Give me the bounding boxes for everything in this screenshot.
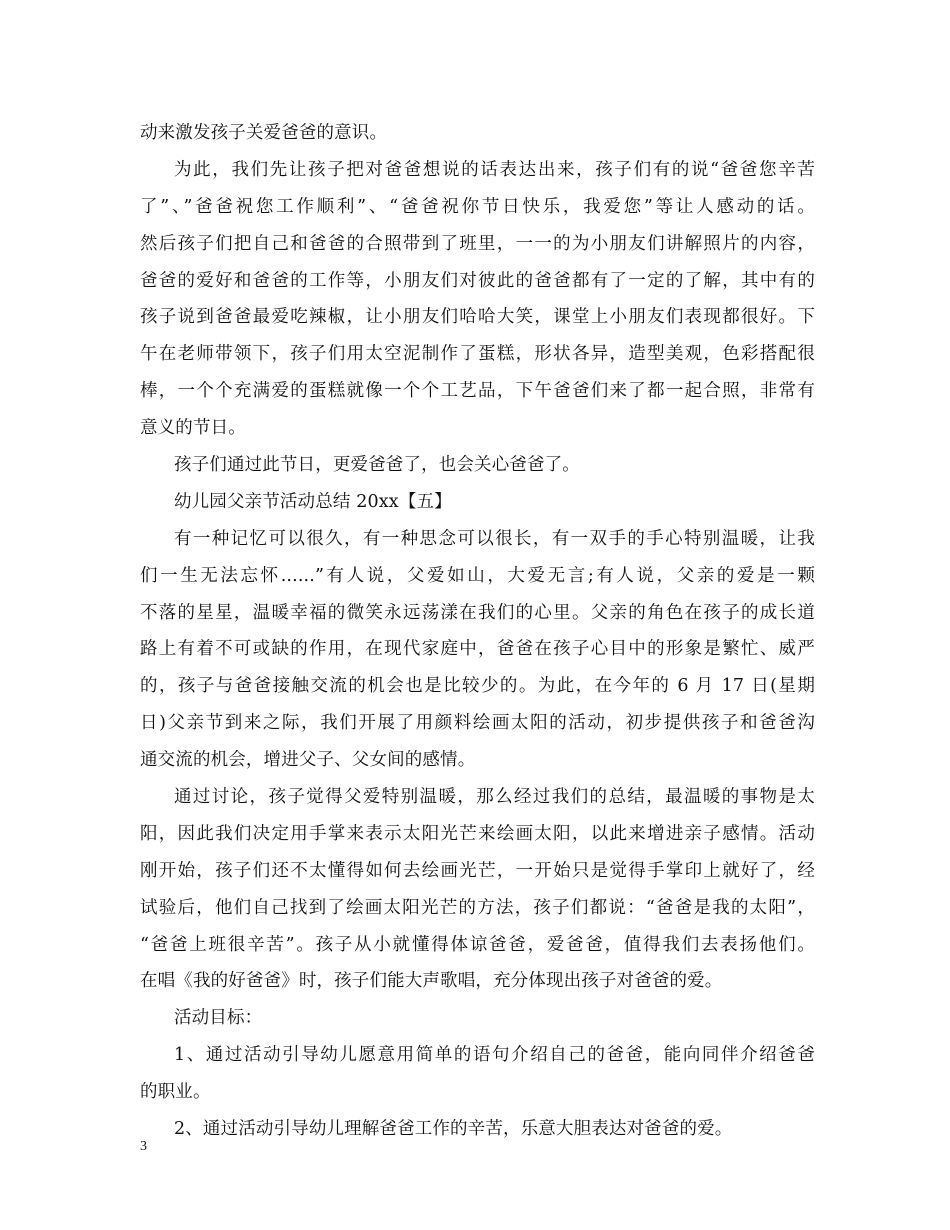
text-line: 通过讨论，孩子觉得父爱特别温暖，那么经过我们的总结，最温暖的事物是太 [174, 787, 815, 808]
text-line: 午在老师带领下，孩子们用太空泥制作了蛋糕，形状各异，造型美观，色彩搭配很 [140, 344, 815, 365]
text-line: 了”、”爸爸祝您工作顺利”、“爸爸祝你节日快乐，我爱您”等让人感动的话。 [140, 196, 815, 217]
text-line: 阳，因此我们决定用手掌来表示太阳光芒来绘画太阳，以此来增进亲子感情。活动 [140, 823, 815, 844]
text-line: 2、通过活动引导幼儿理解爸爸工作的辛苦，乐意大胆表达对爸爸的爱。 [174, 1119, 733, 1140]
text-line: 1、通过活动引导幼儿愿意用简单的语句介绍自己的爸爸，能向同伴介绍爸爸 [174, 1045, 815, 1066]
text-line: 为此，我们先让孩子把对爸爸想说的话表达出来，孩子们有的说“爸爸您辛苦 [174, 159, 815, 180]
text-line: 不落的星星，温暖幸福的微笑永远荡漾在我们的心里。父亲的角色在孩子的成长道 [140, 602, 815, 623]
text-line: 爸爸的爱好和爸爸的工作等，小朋友们对彼此的爸爸都有了一定的了解，其中有的 [140, 270, 815, 291]
text-line: 动来激发孩子关爱爸爸的意识。 [140, 123, 388, 143]
text-line: 的，孩子与爸爸接触交流的机会也是比较少的。为此，在今年的 6 月 17 日(星期 [140, 676, 815, 697]
text-line: 有一种记忆可以很久，有一种思念可以很长，有一双手的手心特别温暖，让我 [174, 528, 815, 549]
text-line: 刚开始，孩子们还不太懂得如何去绘画光芒，一开始只是觉得手掌印上就好了，经 [140, 860, 815, 881]
text-line: 孩子们通过此节日，更爱爸爸了，也会关心爸爸了。 [174, 455, 580, 476]
page-number: 3 [140, 1139, 147, 1154]
text-line: 孩子说到爸爸最爱吃辣椒，让小朋友们哈哈大笑，课堂上小朋友们表现都很好。下 [140, 307, 815, 328]
text-line: 路上有着不可或缺的作用，在现代家庭中，爸爸在孩子心目中的形象是繁忙、威严 [140, 639, 815, 660]
text-line: 的职业。 [140, 1082, 211, 1103]
text-line: 意义的节日。 [140, 418, 246, 439]
text-line: 试验后，他们自己找到了绘画太阳光芒的方法，孩子们都说：“爸爸是我的太阳”， [140, 897, 815, 918]
text-line: 在唱《我的好爸爸》时，孩子们能大声歌唱，充分体现出孩子对爸爸的爱。 [140, 971, 723, 992]
document-body [140, 115, 815, 1148]
text-line: 棒，一个个充满爱的蛋糕就像一个个工艺品，下午爸爸们来了都一起合照，非常有 [140, 381, 815, 402]
text-line: 通交流的机会，增进父子、父女间的感情。 [140, 750, 476, 771]
text-line: 日)父亲节到来之际，我们开展了用颜料绘画太阳的活动，初步提供孩子和爸爸沟 [140, 713, 815, 734]
section-heading: 幼儿园父亲节活动总结 20xx【五】 [174, 491, 452, 512]
text-line: “爸爸上班很辛苦”。孩子从小就懂得体谅爸爸，爱爸爸，值得我们去表扬他们。 [140, 934, 815, 955]
text-line: 然后孩子们把自己和爸爸的合照带到了班里，一一的为小朋友们讲解照片的内容， [140, 233, 815, 254]
text-line: 活动目标： [174, 1008, 263, 1029]
text-line: 们一生无法忘怀......”有人说，父爱如山，大爱无言;有人说，父亲的爱是一颗 [140, 565, 815, 586]
